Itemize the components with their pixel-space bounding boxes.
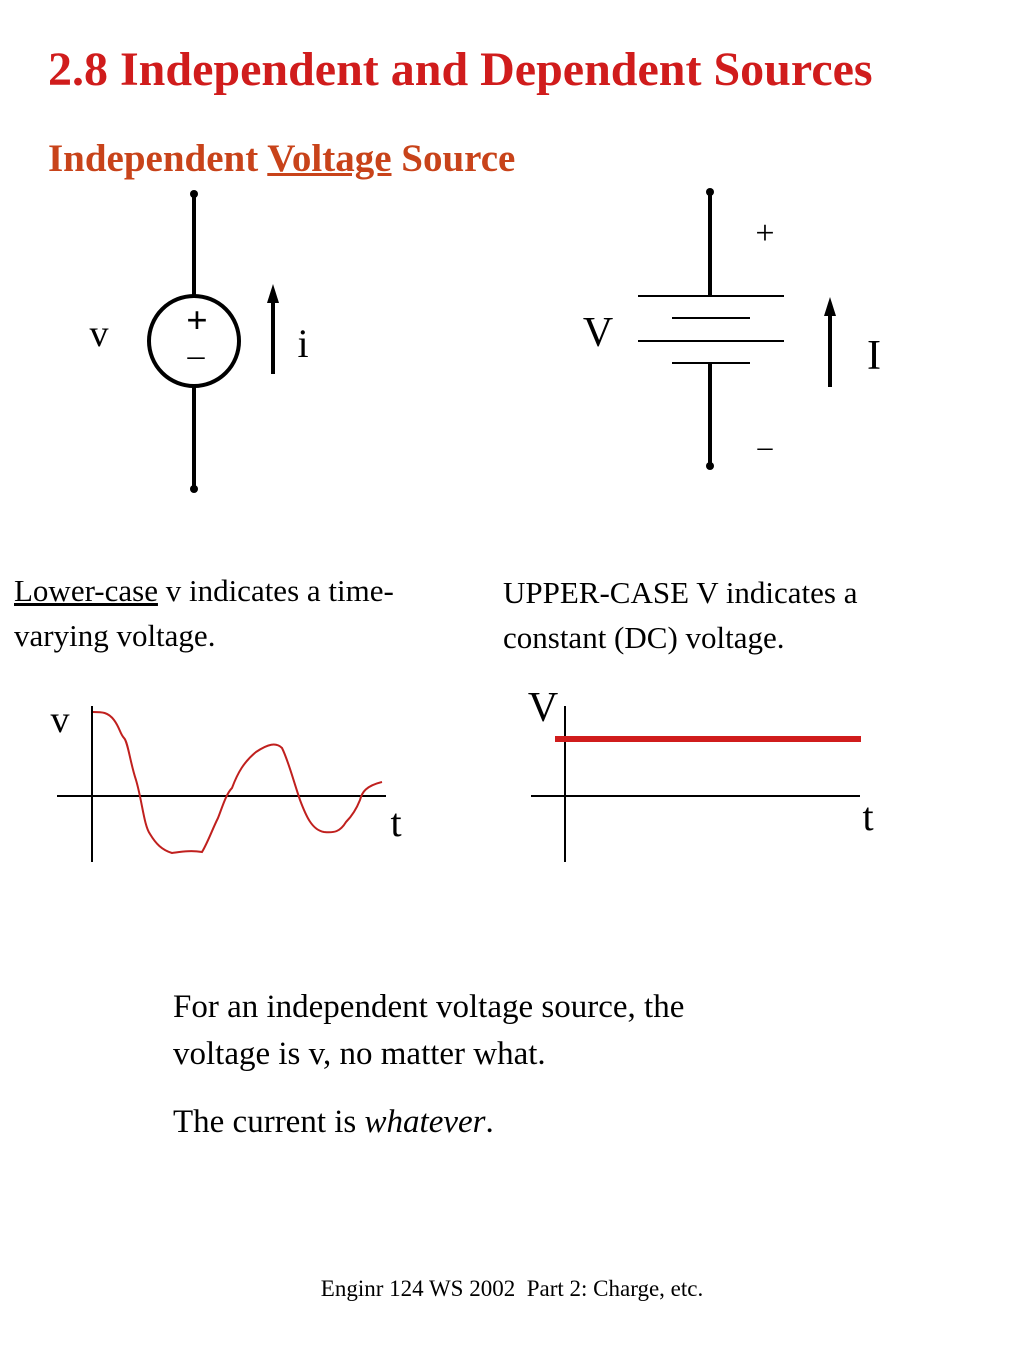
lowercase-caption-line1 — [14, 568, 394, 613]
source-minus-sign: – — [187, 337, 205, 374]
voltage-source-symbol — [90, 190, 309, 493]
independence-note-line1: For an independent voltage source, the — [173, 989, 685, 1025]
lowercase-caption — [14, 568, 394, 658]
dc-voltage-plot — [528, 685, 874, 862]
uppercase-caption-line2: constant (DC) voltage. — [503, 620, 785, 655]
battery-symbol — [583, 188, 881, 470]
uppercase-caption — [503, 570, 858, 660]
battery-top-terminal — [706, 188, 714, 196]
left-plot-x-label: t — [390, 800, 402, 845]
source-voltage-label: v — [89, 313, 109, 355]
source-bottom-terminal — [190, 485, 198, 493]
subtitle-suffix: Source — [391, 137, 516, 180]
slide-footer: Enginr 124 WS 2002 Part 2: Charge, etc. — [320, 1276, 704, 1301]
lowercase-caption-rest: v indicates a time- — [157, 573, 394, 608]
current-note-suffix: . — [485, 1104, 494, 1140]
lowercase-caption-underlined: Lower-case — [14, 573, 158, 608]
source-current-label: i — [297, 321, 309, 366]
battery-current-label: I — [867, 333, 881, 379]
battery-plus-sign: + — [755, 215, 775, 252]
current-note-prefix: The current is — [173, 1104, 365, 1140]
current-note — [173, 1099, 494, 1146]
battery-voltage-label: V — [582, 310, 614, 356]
independence-note-line2: voltage is v, no matter what. — [173, 1036, 546, 1072]
subtitle-underlined-word: Voltage — [267, 137, 392, 180]
source-top-terminal — [190, 190, 198, 198]
slide-title: 2.8 Independent and Dependent Sources — [48, 43, 873, 96]
time-varying-voltage-plot — [51, 699, 402, 862]
right-plot-x-label: t — [862, 794, 874, 839]
current-note-italic: whatever — [364, 1104, 486, 1140]
voltage-waveform — [93, 712, 382, 853]
uppercase-caption-line1: UPPER-CASE V indicates a — [503, 575, 858, 610]
right-plot-y-label: V — [527, 685, 559, 731]
source-plus-sign: + — [186, 300, 208, 342]
battery-minus-sign: – — [757, 430, 773, 463]
left-plot-y-label: v — [50, 699, 70, 741]
independence-note — [173, 984, 684, 1078]
battery-current-arrow-icon — [824, 297, 836, 316]
subtitle-prefix: Independent — [48, 137, 268, 180]
battery-bottom-terminal — [706, 462, 714, 470]
current-arrow-icon — [267, 284, 279, 303]
lowercase-caption-line2: varying voltage. — [14, 618, 216, 653]
